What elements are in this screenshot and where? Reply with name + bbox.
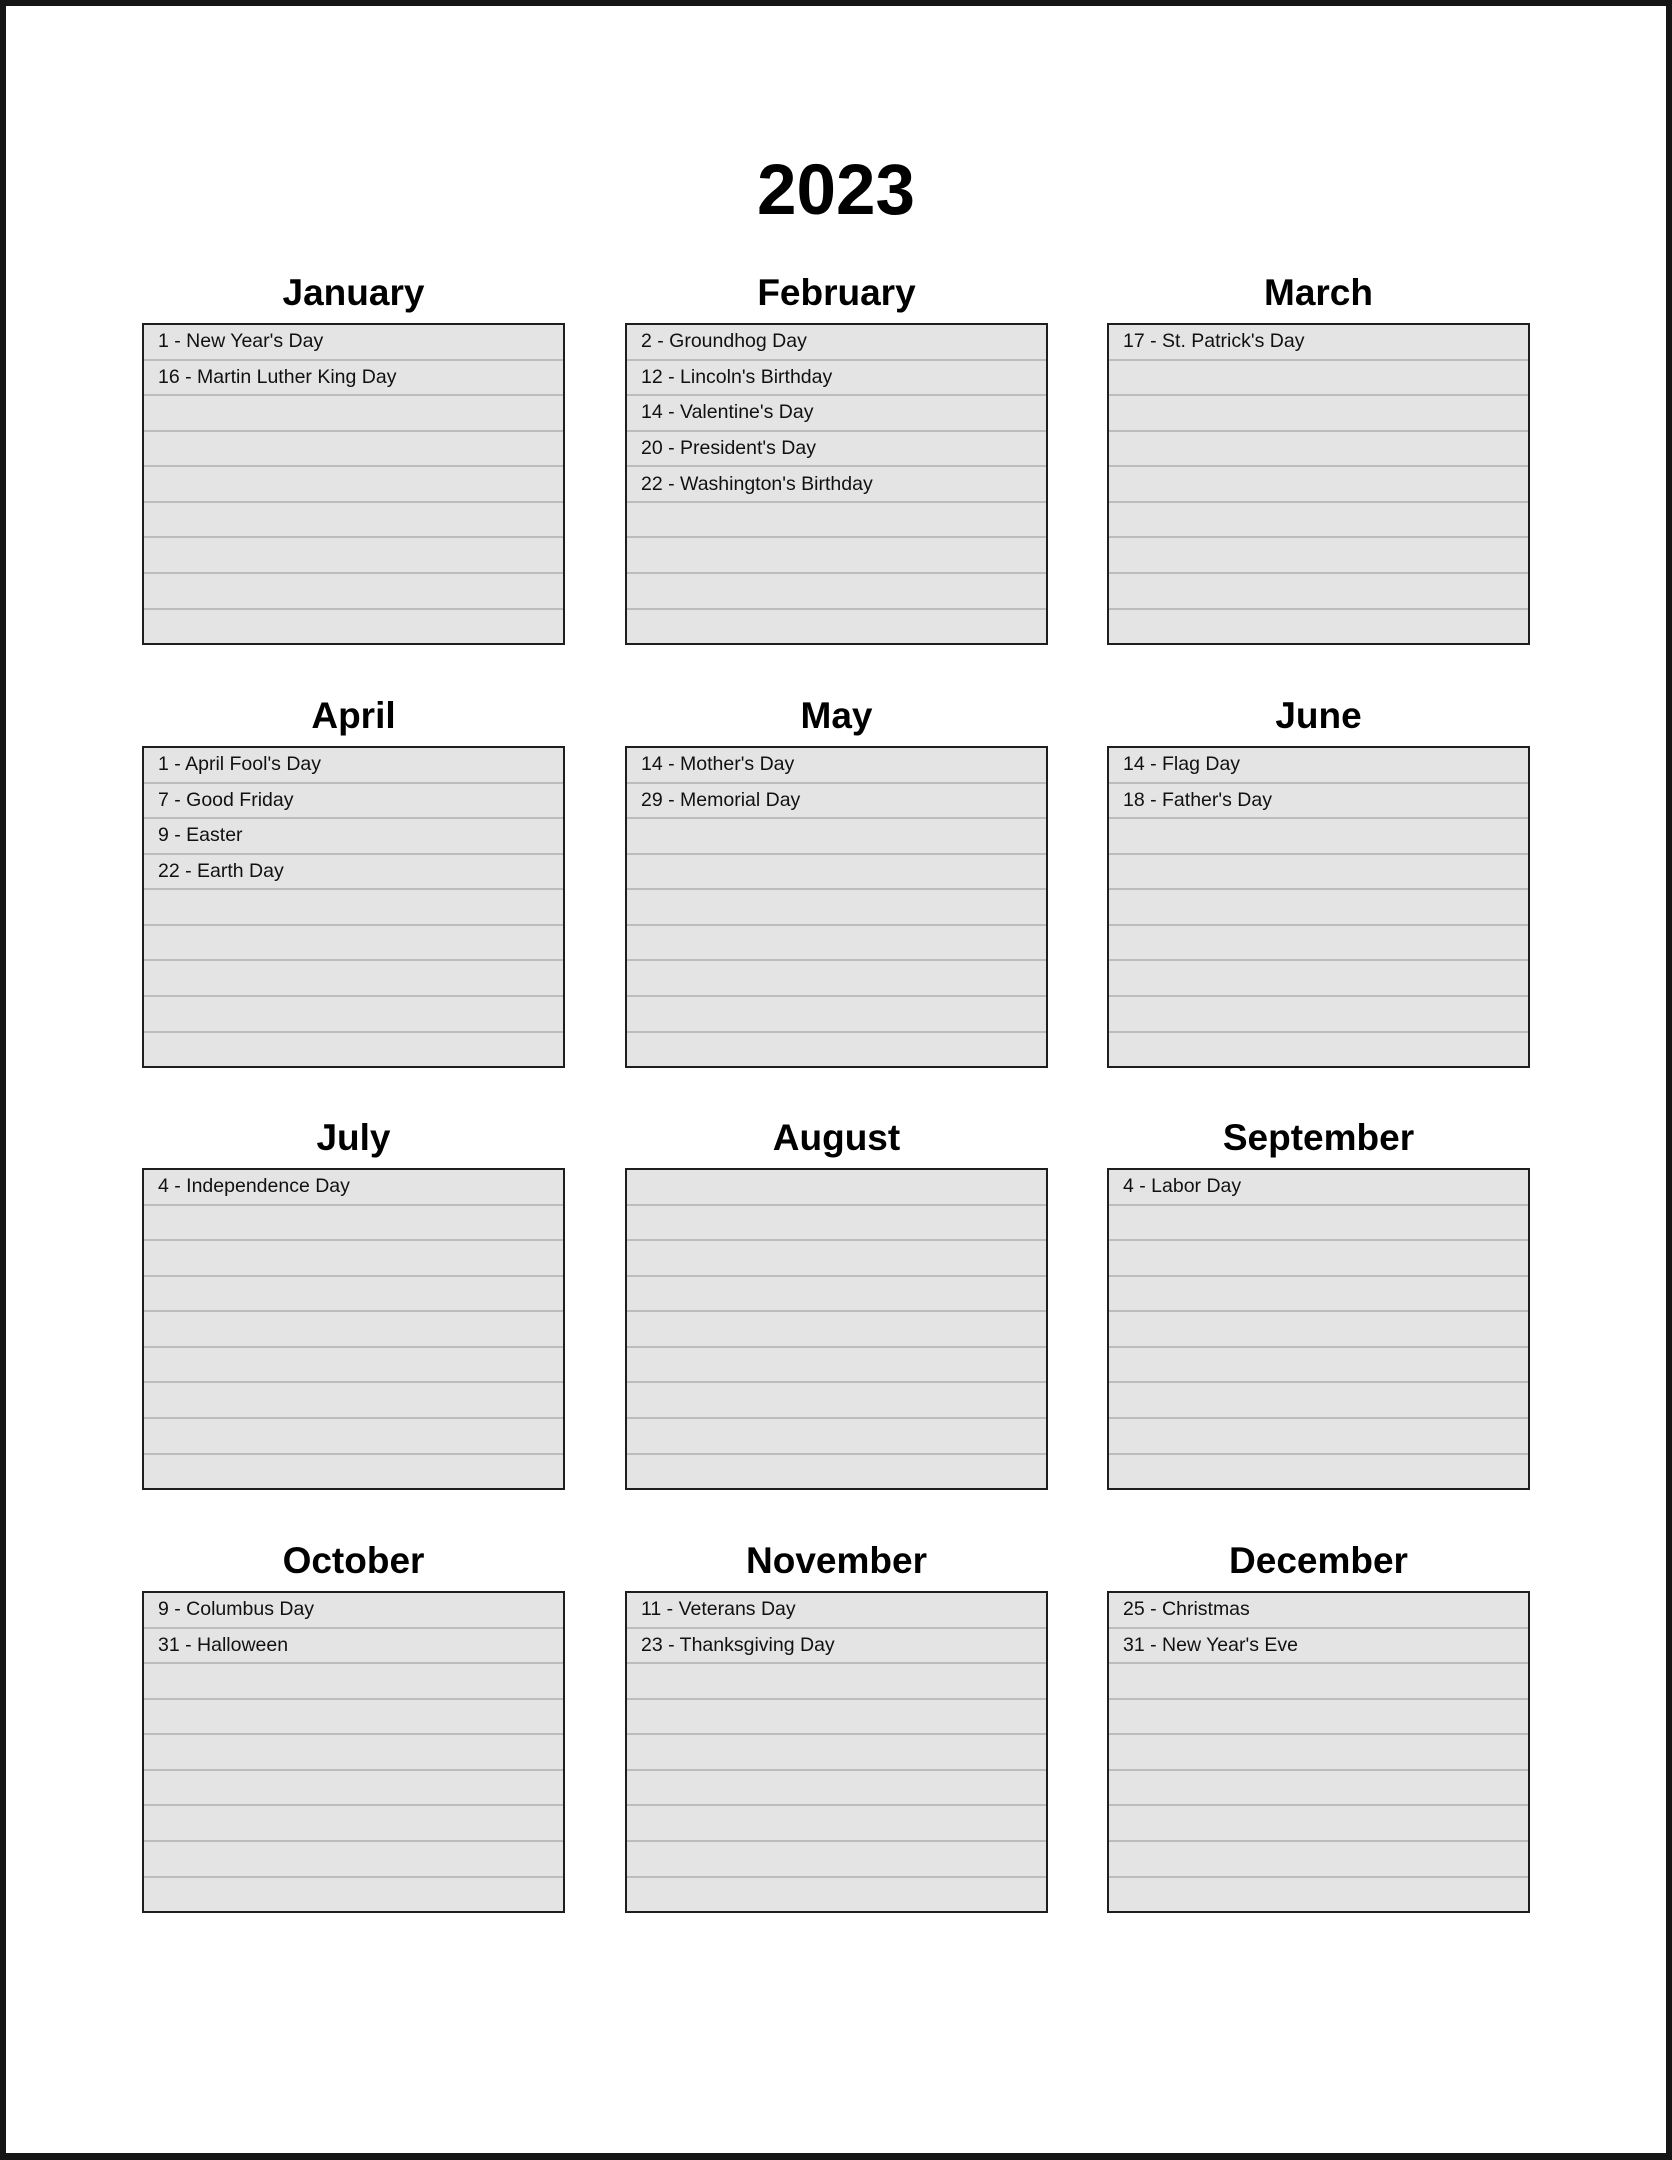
event-row xyxy=(1109,1735,1528,1771)
events-list xyxy=(142,1168,565,1490)
event-row xyxy=(627,1241,1046,1277)
event-row xyxy=(627,819,1046,855)
event-row: 29 - Memorial Day xyxy=(627,784,1046,820)
event-row: 20 - President's Day xyxy=(627,432,1046,468)
event-row xyxy=(1109,961,1528,997)
event-row xyxy=(1109,467,1528,503)
event-row: 14 - Valentine's Day xyxy=(627,396,1046,432)
event-row xyxy=(144,1383,563,1419)
event-row xyxy=(1109,1312,1528,1348)
events-list xyxy=(625,746,1048,1068)
event-row: 14 - Flag Day xyxy=(1109,748,1528,784)
month-title: August xyxy=(772,1117,901,1158)
event-row xyxy=(144,1206,563,1242)
event-row xyxy=(144,1806,563,1842)
month-title: November xyxy=(746,1540,927,1581)
event-row xyxy=(1109,1455,1528,1489)
event-row xyxy=(627,1033,1046,1067)
event-row: 31 - New Year's Eve xyxy=(1109,1629,1528,1665)
event-row xyxy=(1109,574,1528,610)
event-row xyxy=(1109,1700,1528,1736)
event-row xyxy=(627,1419,1046,1455)
event-row xyxy=(1109,1348,1528,1384)
event-row xyxy=(1109,610,1528,644)
event-row xyxy=(144,926,563,962)
event-row xyxy=(627,961,1046,997)
event-row xyxy=(627,1664,1046,1700)
event-row: 1 - New Year's Day xyxy=(144,325,563,361)
event-row xyxy=(627,997,1046,1033)
event-row xyxy=(144,432,563,468)
event-row xyxy=(627,1878,1046,1912)
event-row xyxy=(627,503,1046,539)
event-row: 12 - Lincoln's Birthday xyxy=(627,361,1046,397)
events-list xyxy=(1107,1168,1530,1490)
events-list xyxy=(142,746,565,1068)
month-title: December xyxy=(1229,1540,1408,1581)
events-list xyxy=(625,323,1048,645)
event-row: 4 - Independence Day xyxy=(144,1170,563,1206)
event-row xyxy=(627,1842,1046,1878)
event-row xyxy=(144,1033,563,1067)
month-title: May xyxy=(800,695,873,736)
event-row xyxy=(1109,503,1528,539)
event-row xyxy=(627,1206,1046,1242)
events-list xyxy=(142,323,565,645)
event-row xyxy=(1109,396,1528,432)
event-row xyxy=(144,1878,563,1912)
event-row: 7 - Good Friday xyxy=(144,784,563,820)
month-title: July xyxy=(316,1117,391,1158)
event-row xyxy=(144,1664,563,1700)
event-row: 4 - Labor Day xyxy=(1109,1170,1528,1206)
event-row xyxy=(627,1348,1046,1384)
event-row xyxy=(627,926,1046,962)
event-row xyxy=(1109,1033,1528,1067)
event-row xyxy=(144,396,563,432)
event-row xyxy=(144,503,563,539)
event-row: 11 - Veterans Day xyxy=(627,1593,1046,1629)
event-row xyxy=(1109,819,1528,855)
event-row xyxy=(627,1383,1046,1419)
event-row xyxy=(144,1842,563,1878)
event-row xyxy=(627,1455,1046,1489)
event-row xyxy=(627,574,1046,610)
event-row xyxy=(144,1419,563,1455)
events-list xyxy=(1107,1591,1530,1913)
event-row xyxy=(1109,361,1528,397)
month-title: February xyxy=(757,272,916,313)
event-row: 23 - Thanksgiving Day xyxy=(627,1629,1046,1665)
year-title: 2023 xyxy=(757,151,915,230)
event-row xyxy=(627,1170,1046,1206)
month-title: January xyxy=(282,272,425,313)
month-title: September xyxy=(1222,1117,1415,1158)
event-row xyxy=(144,1348,563,1384)
event-row: 1 - April Fool's Day xyxy=(144,748,563,784)
event-row xyxy=(144,467,563,503)
event-row xyxy=(144,1735,563,1771)
event-row xyxy=(627,1700,1046,1736)
month-title: April xyxy=(311,695,396,736)
events-list xyxy=(1107,746,1530,1068)
event-row xyxy=(1109,890,1528,926)
event-row xyxy=(1109,1842,1528,1878)
event-row xyxy=(627,1806,1046,1842)
month-title: June xyxy=(1275,695,1362,736)
event-row xyxy=(1109,1771,1528,1807)
month-title: October xyxy=(282,1540,425,1581)
event-row xyxy=(1109,1806,1528,1842)
event-row xyxy=(144,1455,563,1489)
events-list xyxy=(1107,323,1530,645)
event-row: 25 - Christmas xyxy=(1109,1593,1528,1629)
event-row xyxy=(144,610,563,644)
event-row xyxy=(1109,1878,1528,1912)
event-row xyxy=(1109,1664,1528,1700)
event-row xyxy=(1109,855,1528,891)
event-row xyxy=(627,538,1046,574)
event-row xyxy=(144,1277,563,1313)
event-row xyxy=(1109,538,1528,574)
event-row xyxy=(144,1241,563,1277)
event-row xyxy=(627,1735,1046,1771)
event-row xyxy=(1109,1241,1528,1277)
event-row xyxy=(144,574,563,610)
event-row xyxy=(1109,1383,1528,1419)
event-row xyxy=(627,855,1046,891)
event-row xyxy=(144,961,563,997)
event-row xyxy=(1109,926,1528,962)
event-row xyxy=(144,1312,563,1348)
event-row: 31 - Halloween xyxy=(144,1629,563,1665)
event-row: 17 - St. Patrick's Day xyxy=(1109,325,1528,361)
event-row: 14 - Mother's Day xyxy=(627,748,1046,784)
event-row xyxy=(1109,997,1528,1033)
event-row: 22 - Earth Day xyxy=(144,855,563,891)
event-row xyxy=(627,1277,1046,1313)
event-row xyxy=(144,1700,563,1736)
month-title: March xyxy=(1264,272,1373,313)
events-list xyxy=(625,1168,1048,1490)
events-list xyxy=(625,1591,1048,1913)
event-row: 22 - Washington's Birthday xyxy=(627,467,1046,503)
event-row xyxy=(627,1312,1046,1348)
events-list xyxy=(142,1591,565,1913)
event-row: 16 - Martin Luther King Day xyxy=(144,361,563,397)
event-row: 9 - Easter xyxy=(144,819,563,855)
event-row xyxy=(627,890,1046,926)
event-row xyxy=(144,997,563,1033)
event-row xyxy=(627,610,1046,644)
event-row: 2 - Groundhog Day xyxy=(627,325,1046,361)
event-row xyxy=(1109,432,1528,468)
event-row xyxy=(627,1771,1046,1807)
event-row xyxy=(1109,1419,1528,1455)
event-row: 18 - Father's Day xyxy=(1109,784,1528,820)
event-row xyxy=(144,1771,563,1807)
event-row xyxy=(1109,1206,1528,1242)
event-row xyxy=(144,890,563,926)
event-row xyxy=(144,538,563,574)
event-row xyxy=(1109,1277,1528,1313)
event-row: 9 - Columbus Day xyxy=(144,1593,563,1629)
